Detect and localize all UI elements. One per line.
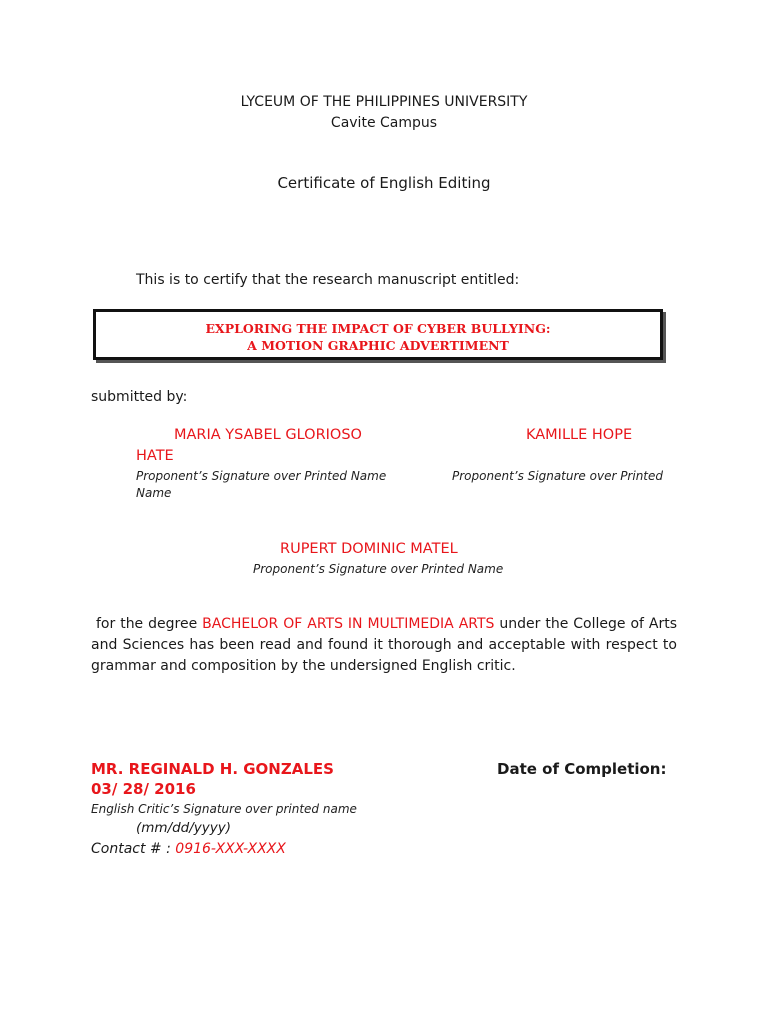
proponent-3-caption: Proponent’s Signature over Printed Name bbox=[253, 562, 504, 576]
contact-number: 0916-XXX-XXXX bbox=[175, 841, 286, 857]
contact-label: Contact # : bbox=[91, 841, 176, 857]
proponent-1-caption: Proponent’s Signature over Printed Name bbox=[136, 469, 387, 483]
manuscript-title-box bbox=[93, 309, 663, 360]
certificate-title: Certificate of English Editing bbox=[277, 174, 491, 192]
manuscript-title-line2: A MOTION GRAPHIC ADVERTIMENT bbox=[247, 338, 509, 353]
proponent-3-name: RUPERT DOMINIC MATEL bbox=[280, 541, 458, 557]
date-format-hint: (mm/dd/yyyy) bbox=[136, 820, 232, 836]
campus-name: Cavite Campus bbox=[330, 115, 438, 131]
proponent-2-caption: Proponent’s Signature over Printed bbox=[452, 469, 664, 483]
critic-name: MR. REGINALD H. GONZALES bbox=[91, 760, 334, 778]
university-header bbox=[0, 92, 768, 134]
proponent-2-caption-cont: Name bbox=[136, 486, 172, 500]
proponent-2-name-cont: HATE bbox=[136, 448, 174, 464]
university-name: LYCEUM OF THE PHILIPPINES UNIVERSITY bbox=[240, 94, 528, 110]
completion-date: 03/ 28/ 2016 bbox=[91, 780, 196, 798]
critic-caption: English Critic’s Signature over printed name bbox=[91, 802, 357, 816]
submitted-by-label: submitted by: bbox=[91, 389, 188, 405]
certify-intro: This is to certify that the research manuscript entitled: bbox=[136, 272, 520, 288]
degree-name: BACHELOR OF ARTS IN MULTIMEDIA ARTS bbox=[202, 616, 495, 632]
contact-line bbox=[91, 841, 286, 857]
manuscript-title-line1: EXPLORING THE IMPACT OF CYBER BULLYING: bbox=[205, 321, 551, 336]
date-of-completion-label: Date of Completion: bbox=[497, 760, 667, 778]
body-after-degree: under the College of Arts and Sciences has been read and found it thorough and acceptable with respect to grammar and composition by the undersigned English critic. bbox=[91, 616, 678, 674]
proponent-1-name: MARIA YSABEL GLORIOSO bbox=[174, 427, 362, 443]
proponent-2-name: KAMILLE HOPE bbox=[526, 427, 633, 443]
body-before-degree: for the degree bbox=[96, 616, 203, 632]
certification-paragraph bbox=[91, 614, 677, 677]
